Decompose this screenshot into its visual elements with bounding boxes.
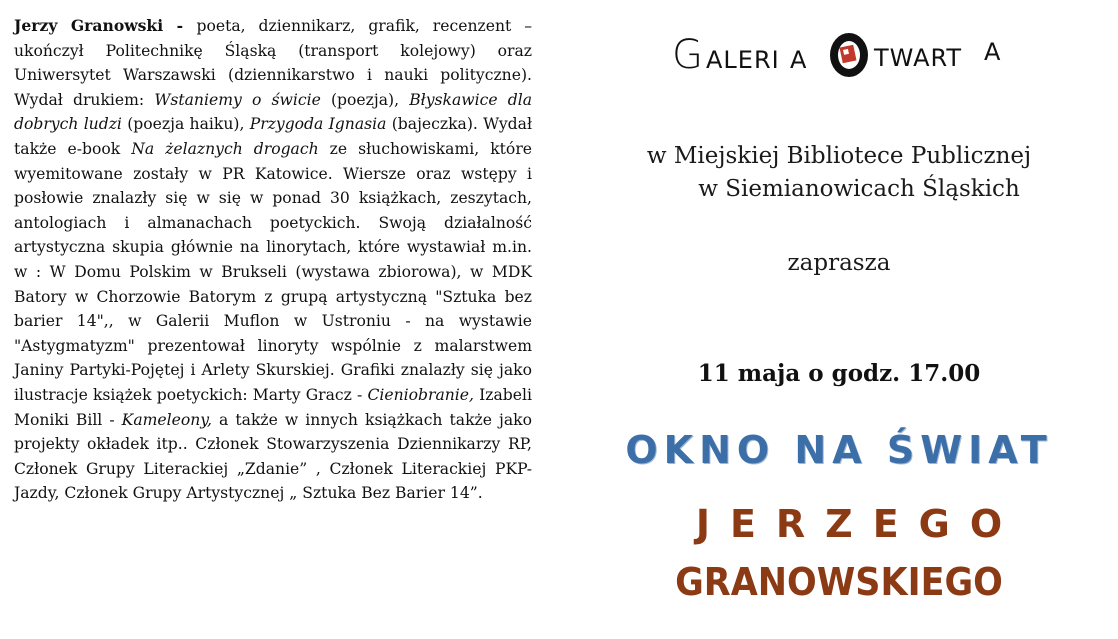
- book-title-2: Błyskawice dla dobrych ludzi: [14, 90, 533, 134]
- invitation-panel: [560, 0, 1118, 639]
- venue-line-2: w Siemianowicach Śląskich: [698, 176, 1020, 202]
- invite-word: zaprasza: [787, 250, 891, 276]
- venue-line-1: w Miejskiej Bibliotece Publicznej: [646, 143, 1032, 169]
- name-dash: -: [163, 16, 197, 35]
- book-title-1: Wstaniemy o świcie: [154, 90, 321, 109]
- bio-part-7: a także w innych książkach także jako projekty okładek itp.. Członek Stowarzyszenia Dziennikarzy RP, Członek Grupy Literackiej „Zdanie” , Członek Literackiej PKP-Jazdy, Członek Grupy Artystycznej „ Sztuka Bez Barier 14”.: [14, 410, 532, 503]
- logo-o-emblem-icon: [827, 30, 871, 80]
- logo-letter-a-end: A: [984, 38, 1002, 66]
- book-title-3: Przygoda Ignasia: [249, 115, 387, 134]
- exhibition-title-line-3: GRANOWSKIEGO: [675, 560, 1003, 604]
- book-title-4: Na żelaznych drogach: [131, 139, 319, 158]
- bio-part-3: (poezja haiku),: [121, 115, 250, 134]
- logo-letter-a: A: [790, 46, 808, 74]
- book-title-5: Cieniobranie,: [367, 385, 474, 404]
- bio-part-4: (bajeczka). Wydał także e-book: [14, 115, 533, 158]
- exhibition-title-line-1: OKNO NA ŚWIAT: [625, 428, 1053, 472]
- logo-letter-g: G: [672, 32, 704, 78]
- galeria-otwarta-logo: [672, 30, 1012, 90]
- logo-word-aleri: ALERI: [706, 46, 780, 74]
- bio-part-1: poeta, dziennikarz, grafik, recenzent – ukończył Politechnikę Śląską (transport kolejowy) oraz Uniwersytet Warszawski (dziennikarstwo i nauki polityczne). Wydał drukiem:: [14, 17, 532, 109]
- author-name: Jerzy Granowski: [14, 16, 164, 35]
- bio-part-5: ze słuchowiskami, które wyemitowane zostały w PR Katowice. Wiersze oraz wstępy i posłowie znalazły się w się w ponad 30 książkach, zeszytach, antologiach i almanachach poetyckich. Swoją działalność artystyczna skupia głównie na linorytach, które wystawiał m.in. w : W Domu Polskim w Brukseli (wystawa zbiorowa), w MDK Batory w Chorzowie Batorym z grupą artystyczną "Sztuka bez barier 14",, w Galerii Muflon w Ustroniu - na wystawie "Astygmatyzm" prezentował linoryty wspólnie z malarstwem Janiny Partyki-Pojętej i Arlety Skurskiej. Grafiki znalazły się jako ilustracje książek poetyckich: Marty Gracz -: [14, 139, 533, 404]
- book-title-6: Kameleony,: [121, 410, 212, 429]
- biography-text: [14, 14, 532, 506]
- event-date: 11 maja o godz. 17.00: [697, 360, 981, 387]
- bio-part-6: Izabeli Moniki Bill -: [14, 385, 532, 429]
- venue: [560, 140, 1118, 206]
- exhibition-title-line-2: JERZEGO: [695, 502, 1023, 546]
- bio-part-2: (poezja),: [320, 90, 410, 109]
- logo-word-twart: TWART: [874, 44, 963, 72]
